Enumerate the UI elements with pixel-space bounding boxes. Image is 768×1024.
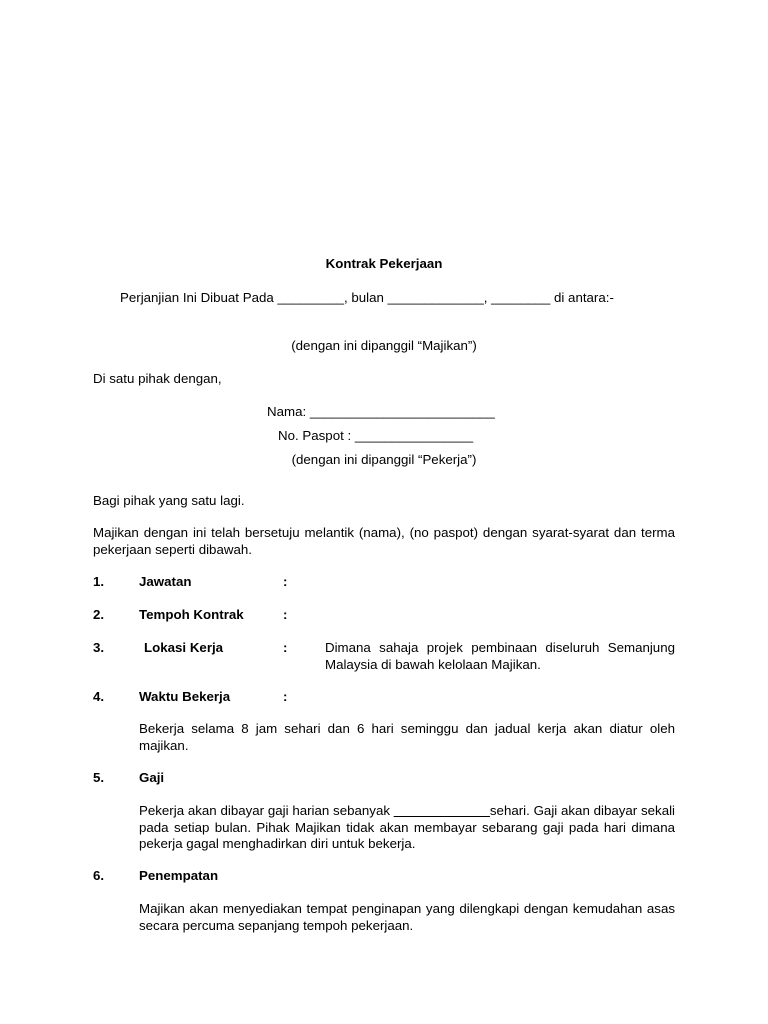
- one-party-line: Di satu pihak dengan,: [93, 371, 222, 386]
- intro-paragraph: Majikan dengan ini telah bersetuju melantik (nama), (no paspot) dengan syarat-syarat dan terma pekerjaan seperti dibawah.: [93, 525, 675, 557]
- section-2-label: Tempoh Kontrak: [139, 607, 244, 622]
- daily-wage-blank: _____________: [393, 803, 490, 818]
- section-5-label: Gaji: [139, 770, 165, 785]
- section-3-colon: :: [283, 640, 288, 655]
- section-3-number: 3.: [93, 640, 105, 655]
- section-5-body: [139, 803, 675, 853]
- other-party-line: Bagi pihak yang satu lagi.: [93, 493, 245, 508]
- section-3-value: Dimana sahaja projek pembinaan diseluruh Semanjung Malaysia di bawah kelolaan Majikan.: [325, 640, 675, 672]
- section-5-number: 5.: [93, 770, 105, 785]
- section-4-colon: :: [283, 689, 288, 704]
- section-6-label: Penempatan: [139, 868, 219, 883]
- section-1-number: 1.: [93, 574, 105, 589]
- section-4-label: Waktu Bekerja: [139, 689, 231, 704]
- section-1-colon: :: [283, 574, 288, 589]
- section-2-colon: :: [283, 607, 288, 622]
- agreement-date-line: Perjanjian Ini Dibuat Pada _________, bulan _____________, ________ di antara:-: [120, 290, 614, 305]
- section-4-number: 4.: [93, 689, 105, 704]
- section-2-number: 2.: [93, 607, 105, 622]
- section-1-label: Jawatan: [139, 574, 192, 589]
- section-6-body: Majikan akan menyediakan tempat penginapan yang dilengkapi dengan kemudahan asas secara percuma sepanjang tempoh pekerjaan.: [139, 901, 675, 933]
- document-title: Kontrak Pekerjaan: [325, 256, 443, 271]
- section-5-body-post: sehari. Gaji akan dibayar sekali pada setiap bulan. Pihak Majikan tidak akan membayar sebarang gaji pada hari dimana pekerja gagal menghadirkan diri untuk bekerja.: [139, 803, 675, 851]
- worker-designation: (dengan ini dipanggil “Pekerja”): [291, 452, 477, 467]
- section-3-label: Lokasi Kerja: [144, 640, 224, 655]
- section-5-body-pre: Pekerja akan dibayar gaji harian sebanyak: [139, 803, 394, 818]
- section-4-body: Bekerja selama 8 jam sehari dan 6 hari seminggu dan jadual kerja akan diatur oleh majikan.: [139, 721, 675, 753]
- nama-line: Nama: _________________________: [267, 404, 495, 419]
- paspot-line: No. Paspot : ________________: [278, 428, 474, 443]
- section-6-number: 6.: [93, 868, 105, 883]
- employer-designation: (dengan ini dipanggil “Majikan”): [291, 338, 477, 353]
